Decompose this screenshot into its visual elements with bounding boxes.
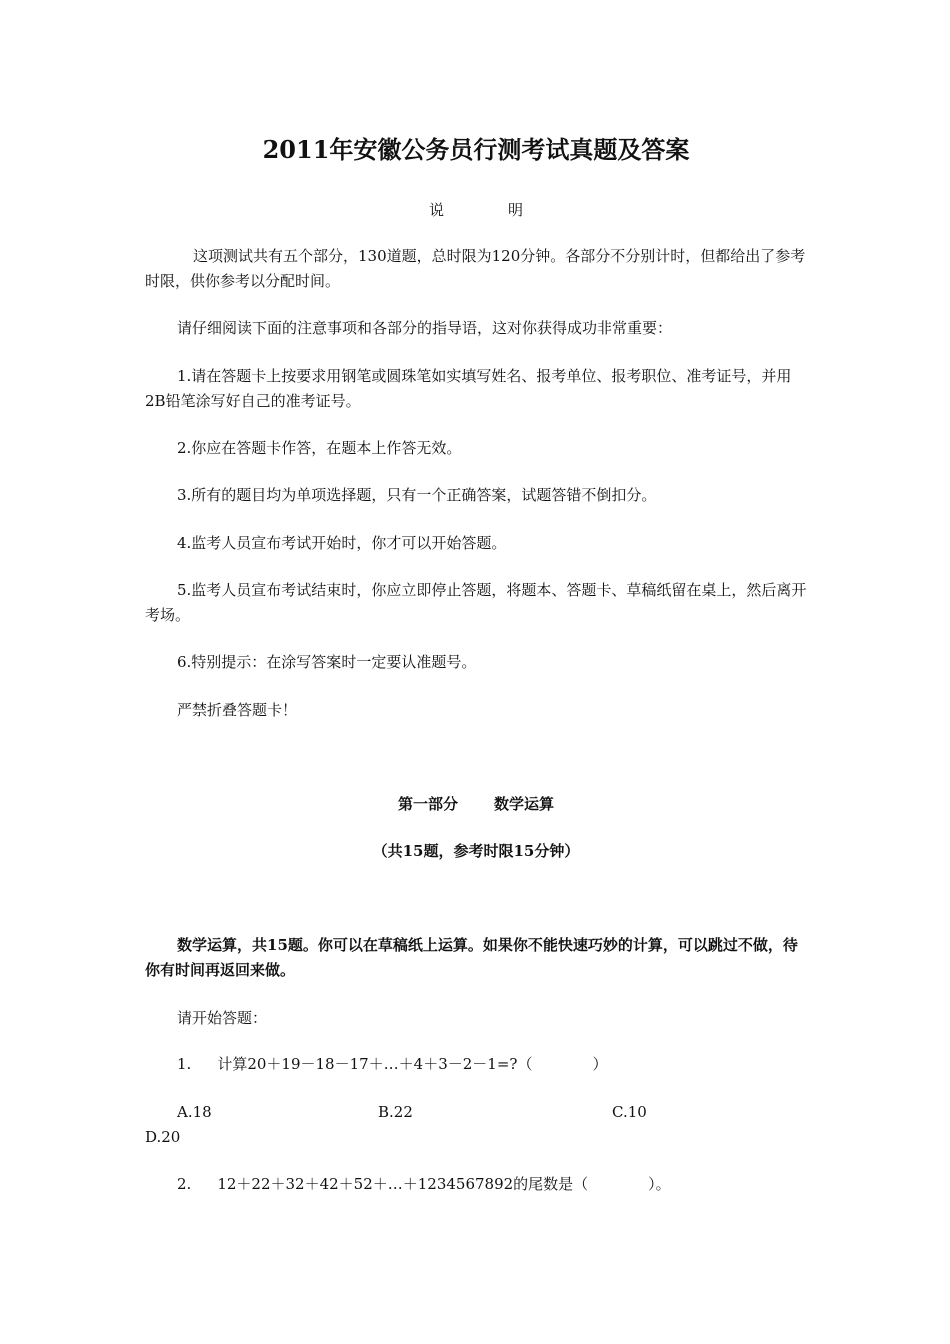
part1-label: 第一部分 <box>397 795 458 813</box>
question-1-number: 1. <box>177 1055 192 1073</box>
document-title: 2011年安徽公务员行测考试真题及答案 <box>262 135 690 164</box>
question-2-text: 12＋22＋32＋42＋52＋…＋1234567892的尾数是（ ）。 <box>217 1175 671 1193</box>
part1-subtitle: （共15题，参考时限15分钟） <box>372 842 580 860</box>
rule-2: 2.你应在答题卡作答，在题本上作答无效。 <box>177 439 462 457</box>
question-1-options-row-2 <box>145 1125 807 1150</box>
notice-lead: 请仔细阅读下面的注意事项和各部分的指导语，这对你获得成功非常重要： <box>177 319 673 337</box>
heading-char-2: 明 <box>508 201 524 219</box>
rule-5: 5.监考人员宣布考试结束时，你应立即停止答题，将题本、答题卡、草稿纸留在桌上，然后离开考场。 <box>145 581 807 624</box>
part1-instruction: 数学运算，共15题。你可以在草稿纸上运算。如果你不能快速巧妙的计算，可以跳过不做，待你有时间再返回来做。 <box>145 936 798 979</box>
question-1 <box>145 1052 807 1077</box>
start-prompt: 请开始答题： <box>177 1009 268 1027</box>
intro-paragraph: 这项测试共有五个部分，130道题，总时限为120分钟。各部分不分别计时，但都给出了参考时限，供你参考以分配时间。 <box>145 247 806 290</box>
question-1-option-a: A.18 <box>177 1103 212 1121</box>
rule-6: 6.特别提示：在涂写答案时一定要认准题号。 <box>177 653 477 671</box>
warning-text: 严禁折叠答题卡！ <box>177 701 298 719</box>
question-1-option-b: B.22 <box>378 1103 413 1121</box>
rule-3: 3.所有的题目均为单项选择题，只有一个正确答案，试题答错不倒扣分。 <box>177 486 657 504</box>
question-1-options-row <box>145 1100 807 1125</box>
heading-char-1: 说 <box>428 201 444 219</box>
rule-1: 1.请在答题卡上按要求用钢笔或圆珠笔如实填写姓名、报考单位、报考职位、准考证号，并用2B铅笔涂写好自己的准考证号。 <box>145 367 792 410</box>
question-1-option-d: D.20 <box>145 1128 181 1146</box>
part1-name: 数学运算 <box>494 795 555 813</box>
question-2 <box>145 1172 807 1197</box>
question-1-option-c: C.10 <box>612 1103 647 1121</box>
question-2-number: 2. <box>177 1175 192 1193</box>
part1-heading <box>145 792 807 817</box>
rule-4: 4.监考人员宣布考试开始时，你才可以开始答题。 <box>177 534 507 552</box>
section-heading-shuoming <box>145 198 807 223</box>
question-1-text: 计算20＋19－18－17＋…＋4＋3－2－1=?（ ） <box>217 1055 608 1073</box>
